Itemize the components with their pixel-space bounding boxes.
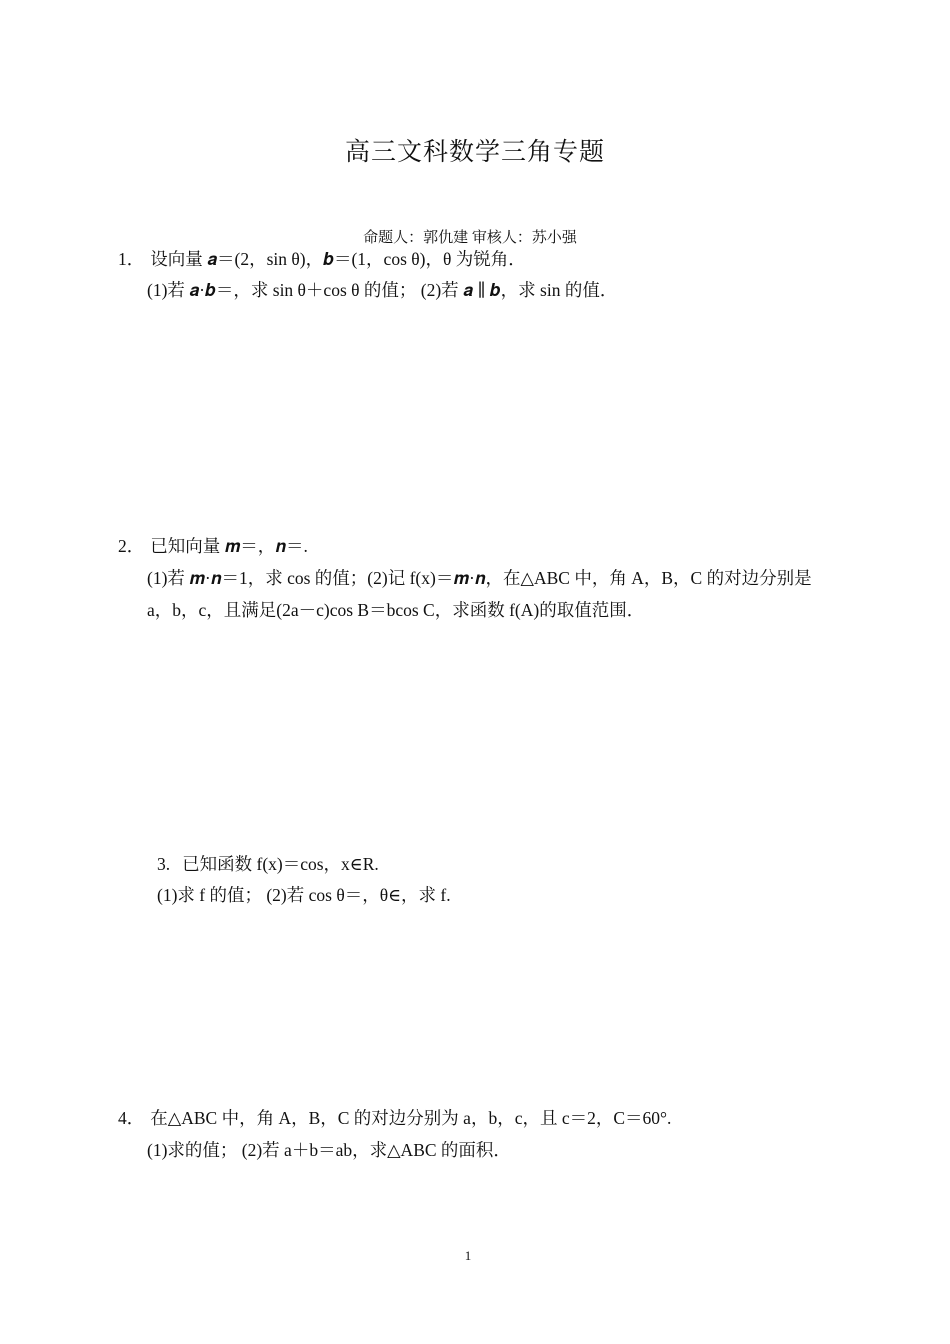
question-3-number: 3. bbox=[157, 854, 171, 874]
question-4-text: 在△ABC 中，角 A，B，C 的对边分别为 a，b，c，且 c＝2，C＝60°. bbox=[150, 1108, 672, 1128]
question-2-line-3: a，b，c，且满足(2a－c)cos B＝bcos C，求函数 f(A)的取值范围． bbox=[147, 600, 645, 620]
question-3-line-2: (1)求 f 的值； (2)若 cos θ＝，θ∈，求 f. bbox=[157, 885, 451, 905]
question-1-line-2: (1)若 𝒂·𝒃＝，求 sin θ＋cos θ 的值； (2)若 𝒂 ∥ 𝒃，求 sin 的值． bbox=[147, 280, 618, 300]
page-number: 1 bbox=[464, 1248, 472, 1263]
question-4-line-2: (1)求的值； (2)若 a＋b＝ab，求△ABC 的面积． bbox=[147, 1140, 511, 1160]
author-line: 命题人：郭仇建 审核人：苏小强 bbox=[363, 230, 577, 246]
question-2-line-1 bbox=[118, 534, 308, 558]
question-4-line-1 bbox=[118, 1106, 671, 1130]
question-2-line-2: (1)若 𝒎·𝒏＝1，求 cos 的值；(2)记 f(x)＝𝒎·𝒏，在△ABC 中，角 A，B，C 的对边分别是 bbox=[147, 568, 812, 588]
question-2-number: 2． bbox=[118, 536, 145, 556]
question-1-number: 1． bbox=[118, 249, 145, 269]
question-2-text: 已知向量 𝒎＝，𝒏＝. bbox=[150, 536, 308, 556]
question-3-text: 已知函数 f(x)＝cos，x∈R. bbox=[182, 854, 379, 874]
question-4-number: 4． bbox=[118, 1108, 145, 1128]
question-1-line-1 bbox=[118, 247, 526, 271]
document-title: 高三文科数学三角专题 bbox=[344, 139, 605, 166]
question-1-text: 设向量 𝒂＝(2，sin θ)，𝒃＝(1，cos θ)，θ 为锐角． bbox=[150, 249, 526, 269]
question-3-line-1 bbox=[157, 852, 379, 876]
